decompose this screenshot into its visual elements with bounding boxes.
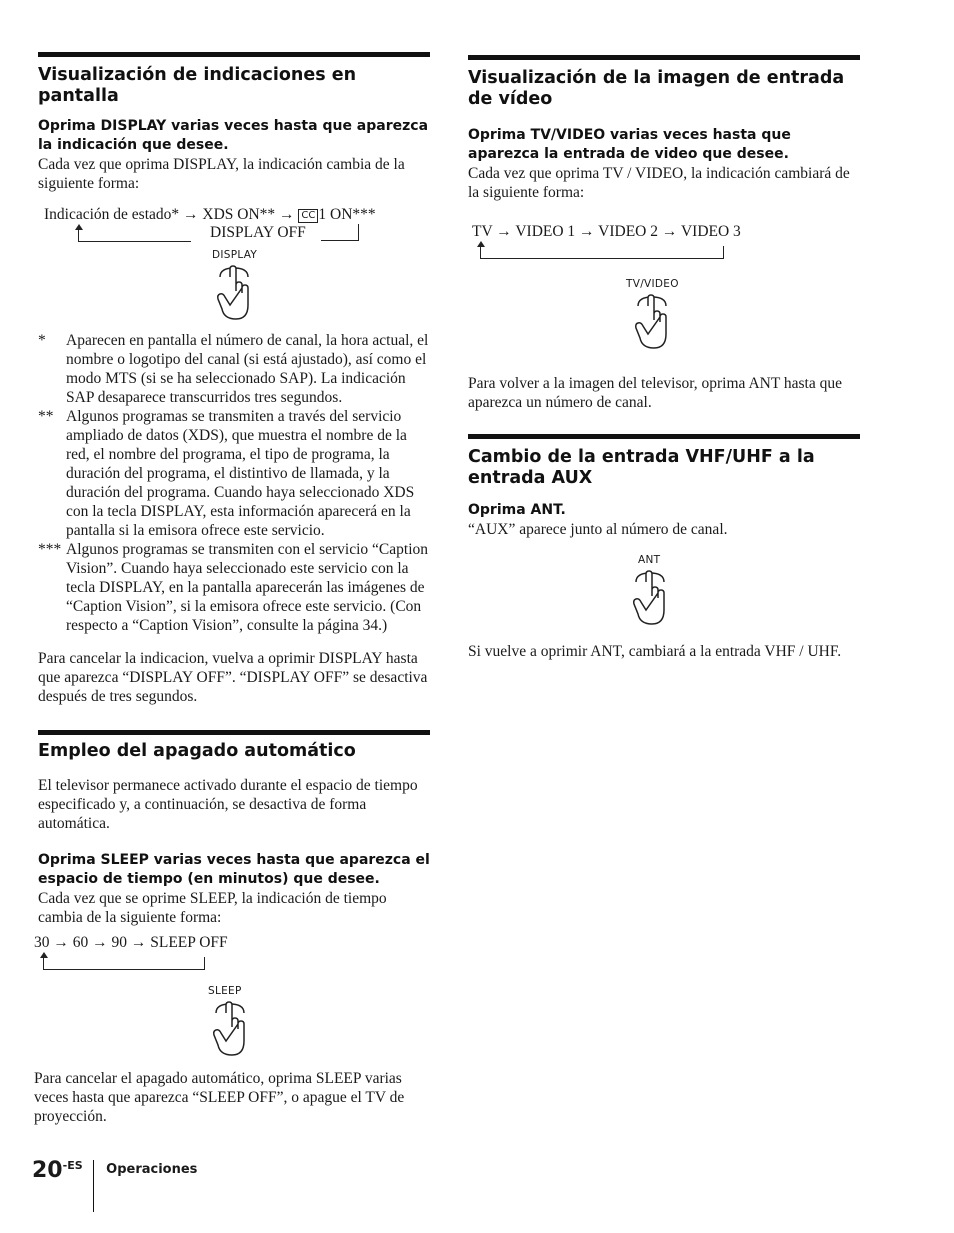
aux-intro: “AUX” aparece junto al número de canal. (468, 521, 728, 538)
display-flow-end: 1 ON*** (318, 206, 376, 223)
cc-badge: CC (298, 209, 318, 223)
tvvideo-button-label: TV/VIDEO (626, 278, 679, 290)
finger-press-icon (210, 1001, 250, 1059)
return-line-left (78, 229, 191, 242)
left-column (34, 52, 430, 1126)
sleep-flow: 30 → 60 → 90 → SLEEP OFF (34, 934, 228, 951)
video-section-title: Visualización de la imagen de entrada de vídeo (468, 68, 845, 109)
display-instruction: Oprima DISPLAY varias veces hasta que aparezca la indicación que desee. (38, 118, 429, 153)
return-line (480, 246, 724, 259)
footnote-text: Algunos programas se transmiten a través del servicio ampliado de datos (XDS), que muestra el nombre de la red, el nombre del programa, el tipo de programa, la duración del programa, el distintivo de llamada, y la duración del programa. Cuando haya seleccionado XDS con la tecla DISPLAY, esta información aparecerá en la pantalla si la emisora ofrece este servicio. (66, 408, 415, 539)
footnote-3 (38, 540, 430, 635)
page-suffix: -ES (62, 1159, 83, 1172)
return-line-right (321, 240, 359, 241)
sleep-flow-return (38, 952, 430, 972)
footnote-mark: *** (38, 541, 62, 558)
video-back: Para volver a la imagen del televisor, oprima ANT hasta que aparezca un número de canal. (468, 375, 842, 411)
aux-section (468, 434, 860, 661)
sleep-instruction: Oprima SLEEP varias veces hasta que aparezca el espacio de tiempo (en minutos) que desee. (38, 852, 430, 887)
finger-press-icon (630, 570, 670, 628)
finger-press-icon (214, 265, 254, 323)
sleep-intro: El televisor permanece activado durante el espacio de tiempo especificado y, a continuación, se desactiva de forma automática. (38, 777, 418, 832)
section-rule (468, 55, 860, 60)
footnote-mark: ** (38, 408, 54, 425)
sleep-section-title: Empleo del apagado automático (38, 741, 356, 761)
video-intro: Cada vez que oprima TV / VIDEO, la indicación cambiará de la siguiente forma: (468, 165, 850, 201)
display-flow-start: Indicación de estado* → XDS ON** → (44, 206, 295, 223)
return-line-up (358, 224, 359, 241)
section-rule (38, 730, 430, 735)
footnote-text: Algunos programas se transmiten con el servicio “Caption Vision”. Cuando haya seleccionado este servicio con la tecla DISPLAY, en la pantalla aparecerán las imágenes de “Caption Vision”, si la emisora ofrece este servicio. (Con respecto a “Caption Vision”, consulte la página 34.) (66, 541, 429, 634)
video-section (468, 55, 860, 412)
display-flow-return-label: DISPLAY OFF (210, 224, 306, 241)
footnote-1 (38, 331, 430, 407)
footnote-list (38, 331, 430, 635)
display-section-title: Visualización de indicaciones en pantalla (38, 65, 357, 106)
finger-press-icon (632, 294, 672, 352)
video-instruction: Oprima TV/VIDEO varias veces hasta que aparezca la entrada de video que desee. (468, 127, 791, 162)
video-flow: TV → VIDEO 1 → VIDEO 2 → VIDEO 3 (472, 223, 741, 240)
display-flow (44, 205, 430, 224)
ant-button-label: ANT (638, 554, 661, 566)
page-footer (32, 1158, 197, 1212)
display-intro: Cada vez que oprima DISPLAY, la indicación cambia de la siguiente forma: (38, 156, 405, 192)
sleep-button-label: SLEEP (208, 985, 242, 997)
sleep-cancel: Para cancelar el apagado automático, oprima SLEEP varias veces hasta que aparezca “SLEEP OFF”, o apague el TV de proyección. (34, 1070, 405, 1125)
aux-section-title: Cambio de la entrada VHF/UHF a la entrada AUX (468, 447, 815, 488)
page-number-value: 20 (32, 1158, 63, 1183)
section-rule (468, 434, 860, 439)
sleep-section (34, 730, 430, 1126)
page-number (32, 1158, 83, 1183)
display-cancel: Para cancelar la indicacion, vuelva a oprimir DISPLAY hasta que aparezca “DISPLAY OFF”. “DISPLAY OFF” se desactiva después de tres segundos. (38, 650, 428, 705)
footnote-2 (38, 407, 430, 540)
aux-note: Si vuelve a oprimir ANT, cambiará a la entrada VHF / UHF. (468, 643, 842, 660)
aux-instruction: Oprima ANT. (468, 502, 566, 518)
footer-divider (93, 1160, 95, 1212)
footer-section-name: Operaciones (106, 1162, 198, 1177)
footnote-text: Aparecen en pantalla el número de canal, la hora actual, el nombre o logotipo del canal (si está ajustado), así como el modo MTS (si se ha seleccionado SAP). La indicación SAP desaparece transcurridos tres segundos. (66, 332, 429, 406)
display-button-label: DISPLAY (212, 249, 258, 261)
display-section (38, 52, 430, 706)
sleep-detail: Cada vez que se oprime SLEEP, la indicación de tiempo cambia de la siguiente forma: (38, 890, 387, 926)
right-column (468, 55, 860, 661)
section-rule (38, 52, 430, 57)
display-flow-return (38, 224, 430, 246)
footnote-mark: * (38, 332, 46, 349)
video-flow-return (468, 241, 860, 263)
return-line (43, 957, 205, 970)
